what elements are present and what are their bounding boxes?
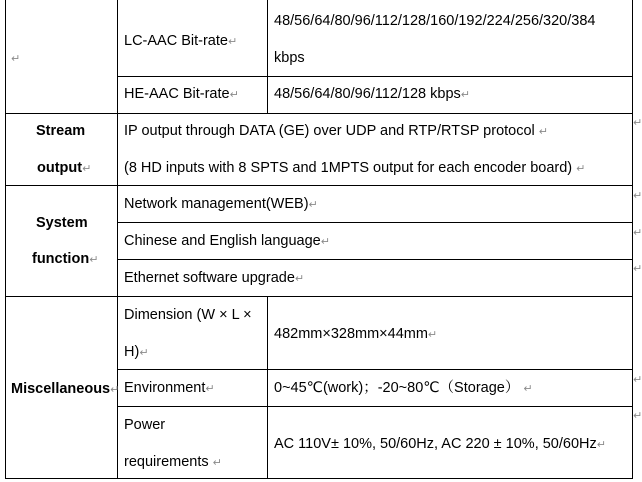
column-divider [5,0,6,479]
miscellaneous-heading-cell [11,381,119,399]
power-label-line2: requirements [124,454,209,470]
lc-aac-label-cell [124,33,237,51]
column-divider [117,0,118,479]
paragraph-mark: ↵ [229,89,239,101]
he-aac-label-cell [124,86,239,104]
lc-aac-label: LC-AAC Bit-rate [124,33,228,49]
system-function-item1: Network management(WEB) [124,196,309,212]
row-divider [5,478,632,479]
paragraph-mark: ↵ [633,410,642,422]
paragraph-mark: ↵ [633,117,642,129]
paragraph-mark: ↵ [227,36,238,48]
paragraph-mark: ↵ [596,439,606,451]
power-value-cell [274,436,606,454]
stream-output-heading-line2-cell [37,160,91,178]
system-function-item3: Ethernet software upgrade [124,270,295,286]
system-function-item2-cell [124,233,330,251]
system-function-heading-line1: System [36,215,88,231]
paragraph-mark: ↵ [633,374,642,386]
stream-output-line1: IP output through DATA (GE) over UDP and RTP/RTSP protocol [124,123,535,139]
power-value: AC 110V± 10%, 50/60Hz, AC 220 ± 10%, 50/60Hz [274,436,597,452]
environment-value-cell [274,380,533,398]
row-divider [117,406,632,407]
paragraph-mark: ↵ [205,383,215,395]
row-divider [5,113,632,114]
he-aac-label: HE-AAC Bit-rate [124,86,230,102]
dimension-label-line2-cell [124,344,149,362]
column-divider [267,0,268,113]
paragraph-mark: ↵ [89,254,99,266]
paragraph-mark: ↵ [633,263,642,275]
environment-value: 0~45℃(work)；-20~80℃（Storage） [274,380,520,396]
paragraph-mark: ↵ [11,53,21,65]
paragraph-mark: ↵ [139,347,149,359]
paragraph-mark: ↵ [538,126,549,138]
row-divider [5,185,632,186]
paragraph-mark: ↵ [320,236,330,248]
row-divider [117,259,632,260]
system-function-heading-line2: function [32,251,90,267]
stream-output-line2-cell [124,160,585,178]
system-function-item1-cell [124,196,318,214]
dimension-label-line2: H) [124,344,140,360]
paragraph-mark: ↵ [633,190,642,202]
lc-aac-value-line2: kbps [274,50,305,66]
lc-aac-value-line1: 48/56/64/80/96/112/128/160/192/224/256/320/384 [274,13,596,29]
column-divider [632,0,633,479]
dimension-label-line1: Dimension (W × L × [124,307,252,323]
row-divider [117,76,632,77]
paragraph-mark: ↵ [308,199,318,211]
stream-output-heading-line1: Stream [36,123,86,139]
paragraph-mark: ↵ [294,273,305,285]
he-aac-value: 48/56/64/80/96/112/128 kbps [274,86,461,102]
stream-output-heading-line2: output [37,160,83,176]
paragraph-mark: ↵ [110,384,120,396]
system-function-item3-cell [124,270,304,288]
he-aac-value-cell [274,86,470,104]
dimension-value: 482mm×328mm×44mm [274,326,428,342]
power-label-line2-cell [124,454,222,472]
row-divider [117,369,632,370]
paragraph-mark: ↵ [212,457,222,469]
environment-label: Environment [124,380,206,396]
stream-output-line2: (8 HD inputs with 8 SPTS and 1MPTS output for each encoder board) [124,160,573,176]
paragraph-mark: ↵ [82,163,92,175]
environment-label-cell [124,380,215,398]
dimension-value-cell [274,326,437,344]
stream-output-line1-cell [124,123,548,141]
column-divider [267,296,268,479]
paragraph-mark: ↵ [427,329,438,341]
row-divider [5,296,632,297]
power-label-line1: Power [124,417,166,433]
system-function-heading-line2-cell [32,251,98,269]
paragraph-mark: ↵ [460,89,470,101]
system-function-item2: Chinese and English language [124,233,321,249]
paragraph-mark: ↵ [633,227,642,239]
miscellaneous-heading: Miscellaneous [11,381,111,397]
row-divider [117,222,632,223]
paragraph-mark: ↵ [576,163,586,175]
paragraph-mark: ↵ [523,383,533,395]
